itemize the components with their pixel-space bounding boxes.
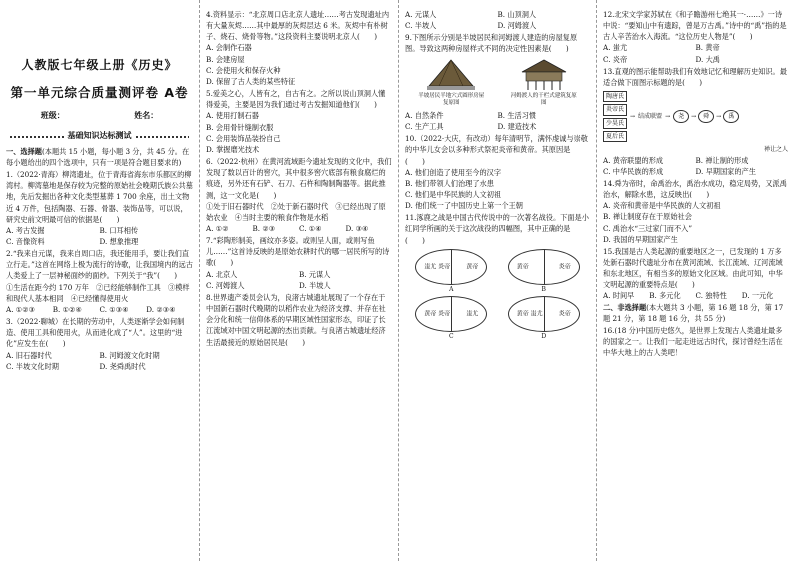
diagram-a: 蚩尤 炎帝 黄帝 A bbox=[407, 249, 496, 294]
question-14: 14.舜为帝时，命禹治水，禹治水成功，稳定局势，又派禹治水，解除水患，这反映出( ) A. 炎帝和黄帝是中华民族的人文初祖 B. 禅让制度存在于原始社会 C. 禹治水“三过家门而不入” D. 我国的早期国家产生 bbox=[603, 178, 787, 244]
diagram-b: 黄帝 炎帝 B bbox=[499, 249, 588, 294]
class-label: 班级： bbox=[40, 110, 65, 120]
page-column-2 bbox=[199, 0, 398, 561]
battle-diagrams bbox=[405, 249, 590, 344]
diagram-d: 黄帝 蚩尤 炎帝 D bbox=[499, 296, 588, 341]
student-info bbox=[6, 110, 193, 122]
question-12: 12.北宋文学家苏轼在《和子瞻游州七绝其一·……》一诗中说：“要知山中有遗踪，曾是万古禹。”诗中的“禹”指的是古人辛苦治水入海流。“这位历史人物是”( ) A. 蚩尤 B. 黄帝 C. 炎帝 D. 大禹 bbox=[603, 10, 787, 64]
banpo-house-figure: 半坡居民半地穴式圆形房屋复原图 bbox=[416, 58, 486, 107]
question-2: 2.“我来自元谋，我来自周口店，我还能用手，要让我们直立行走。”这首在网络上极为流行的诗歌，让我国境内的远古人类爱上了一层神秘面纱的面纱。下列关于“我”( ) ①生活在距今约 170 万年 ②已经能够制作工具 ③模样和现代人基本相同 ④已经懂得使用火 A. ①②③ B. ①②④ C. ①③④ D. ②③④ bbox=[6, 249, 193, 314]
question-5: 5.爱美之心，人皆有之，自古有之。之所以说山顶洞人懂得爱美，主要是因为我们通过考古发掘知道他们( ) A. 使用打制石器 B. 会用骨针缝制衣服 C. 会用装饰品装扮自己 D. 掌握磨光技术 bbox=[206, 89, 386, 154]
page-column-4 bbox=[596, 0, 794, 561]
section-2-header: 二、非选择题(本大题共 3 小题，第 16 题 18 分，第 17 题 21 分，第 18 题 16 分，共 55 分) bbox=[603, 302, 784, 323]
question-15: 15.我国是古人类起源的重要地区之一，已发现的 1 万多处新石器时代遗址分布在黄河流域、长江流域、辽河流域和东北地区，有相当多的原始文化区域。由此可知，中华文明起源的重要特点是( ) A. 时间早 B. 多元化 C. 独特性 D. 一元化 bbox=[603, 246, 783, 301]
page-column-3 bbox=[398, 0, 596, 561]
question-4: 4.资料显示：“北京周口店北京人遗址……考古发现遗址内有大量灰烬……其中最厚的灰烬层达 6 米。灰烬中有朴树子、烧石、烧骨等物。”这段资料主要说明北京人( ) A. 会制作石器 B. 会建房屋 C. 会使用火和保存火种 D. 保留了古人类的某些特征 bbox=[206, 10, 390, 86]
question-9: 9.下图所示分别是半坡居民和河姆渡人建造的房屋复原图。导致这两种房屋样式不同的决定性因素是( ) 半坡居民半地穴式圆形房屋复原图 河姆渡人的干栏式建筑复原图 A. 自然条件 B. 生活习惯 C. 生产工具 D. 建造技术 bbox=[405, 32, 590, 132]
question-8-options: A. 元谋人 B. 山顶洞人 C. 半坡人 D. 河姆渡人 bbox=[405, 10, 537, 31]
page-column-1 bbox=[0, 0, 199, 561]
question-1: 1.（2022·青海）柳湾遗址，位于青海省海东市乐都区的柳湾村。柳湾墓地是保存较为完整的原始社会晚期氏族公共墓地，先后发掘出各种文化类型墓葬 1 700 余座，出土文物近 4 万件，包括陶器、石器、骨器、装饰品等，可以说，研究史前文明最可信的依据是( ) A. 考古发掘 B. 口耳相传 C. 音像资料 D. 想象推理 bbox=[6, 170, 193, 246]
stilt-house-icon bbox=[516, 58, 572, 92]
section-1-header: 一、选择题(本题共 15 小题，每小题 3 分，共 45 分。在每小题给出的四个选项中，只有一项是符合题目要求的) bbox=[6, 146, 190, 167]
question-7: 7.“彩陶形制美，画纹亦多姿。或则呈人面，或则写鱼儿……”这首诗反映的是原始农耕时代的哪一居民所写的诗歌( ) A. 北京人 B. 元谋人 C. 河姆渡人 D. 半坡人 bbox=[206, 236, 390, 290]
question-10: 10.（2022·大庆，有改动）每年清明节，满怀虔诚与崇敬的中华儿女会以多种形式祭祀炎帝和黄帝。其原因是( ) A. 他们创造了使用至今的汉字 B. 他们带领人们治理了水患 C. 他们是中华民族的人文初祖 D. 他们统一了中国历史上第一个王朝 bbox=[405, 134, 588, 211]
round-hut-icon bbox=[425, 58, 477, 92]
diagram-c: 黄帝 炎帝 蚩尤 C bbox=[407, 296, 496, 341]
question-13: 13.直观的图示能帮助我们有效地记忆和理解历史知识。最适合做下面图示标题的是( ) 陶唐氏 炎帝氏 少昊氏 夏后氏 → 结成联盟 → 尧 → 舜 → 禹 禅让之人 A. 黄帝联盟的形成 B. 禅让制的形成 C. 中华民族的形成 D. 早期国家的产生 bbox=[603, 66, 788, 176]
exam-title: 人教版七年级上册《历史》 bbox=[21, 58, 178, 72]
section-banner: 基础知识达标测试 bbox=[6, 130, 193, 142]
exam-subtitle: 第一单元综合质量测评卷 A卷 bbox=[10, 84, 189, 100]
name-label: 姓名： bbox=[134, 110, 159, 120]
hemudu-house-figure: 河姆渡人的干栏式建筑复原图 bbox=[509, 58, 579, 107]
question-3: 3.（2022·聊城）在长期的劳动中，人类逐渐学会如何制造、使用工具和使用火，从而进化成了“人”。这里的“进化”应发生在( ) A. 旧石器时代 B. 河姆渡文化时期 C. 半坡文化时期 D. 尧舜禹时代 bbox=[6, 317, 185, 371]
question-16: 16.(18 分)中国历史悠久，是世界上发现古人类遗址最多的国家之一。让我们一起走进远古时代，探讨曾经生活在中华大地上的古人类吧！ bbox=[603, 325, 783, 358]
question-8: 8.世界遗产委员会认为，良渚古城遗址展现了一个存在于中国新石器时代晚期的以稻作农业为经济支撑、并存在社会分化和统一信仰体系的早期区域性国家形态，印证了长江流域对中国文明起源的杰出贡献。与良渚古城遗址经济生活最接近的原始居民是( ) bbox=[206, 292, 386, 347]
house-figures bbox=[405, 58, 590, 107]
question-11: 11.涿鹿之战是中国古代传说中的一次著名战役。下面是小红同学所画的关于这次战役的四幅图，其中正确的是( ) 蚩尤 炎帝 黄帝 A 黄帝 炎帝 B 黄帝 炎帝 蚩尤 C 黄帝 蚩尤 炎帝 D bbox=[405, 212, 590, 343]
alliance-diagram: 陶唐氏 炎帝氏 少昊氏 夏后氏 → 结成联盟 → 尧 → 舜 → 禹 bbox=[603, 91, 788, 142]
question-6: 6.（2022·杭州）在黄河流域距今遗址发现的文化中，我们发现了数以百计的窖穴，其中很多窖穴底部有粮食腐烂的痕迹，另外还有石铲、石刀、石杵和陶制陶器等。据此推测，这一文化是( ) ①处于旧石器时代 ②处于新石器时代 ③已经出现了原始农业 ④当时主要的粮食作物是水稻 A. ①② B. ②③ C. ①④ D. ③④ bbox=[206, 157, 392, 233]
